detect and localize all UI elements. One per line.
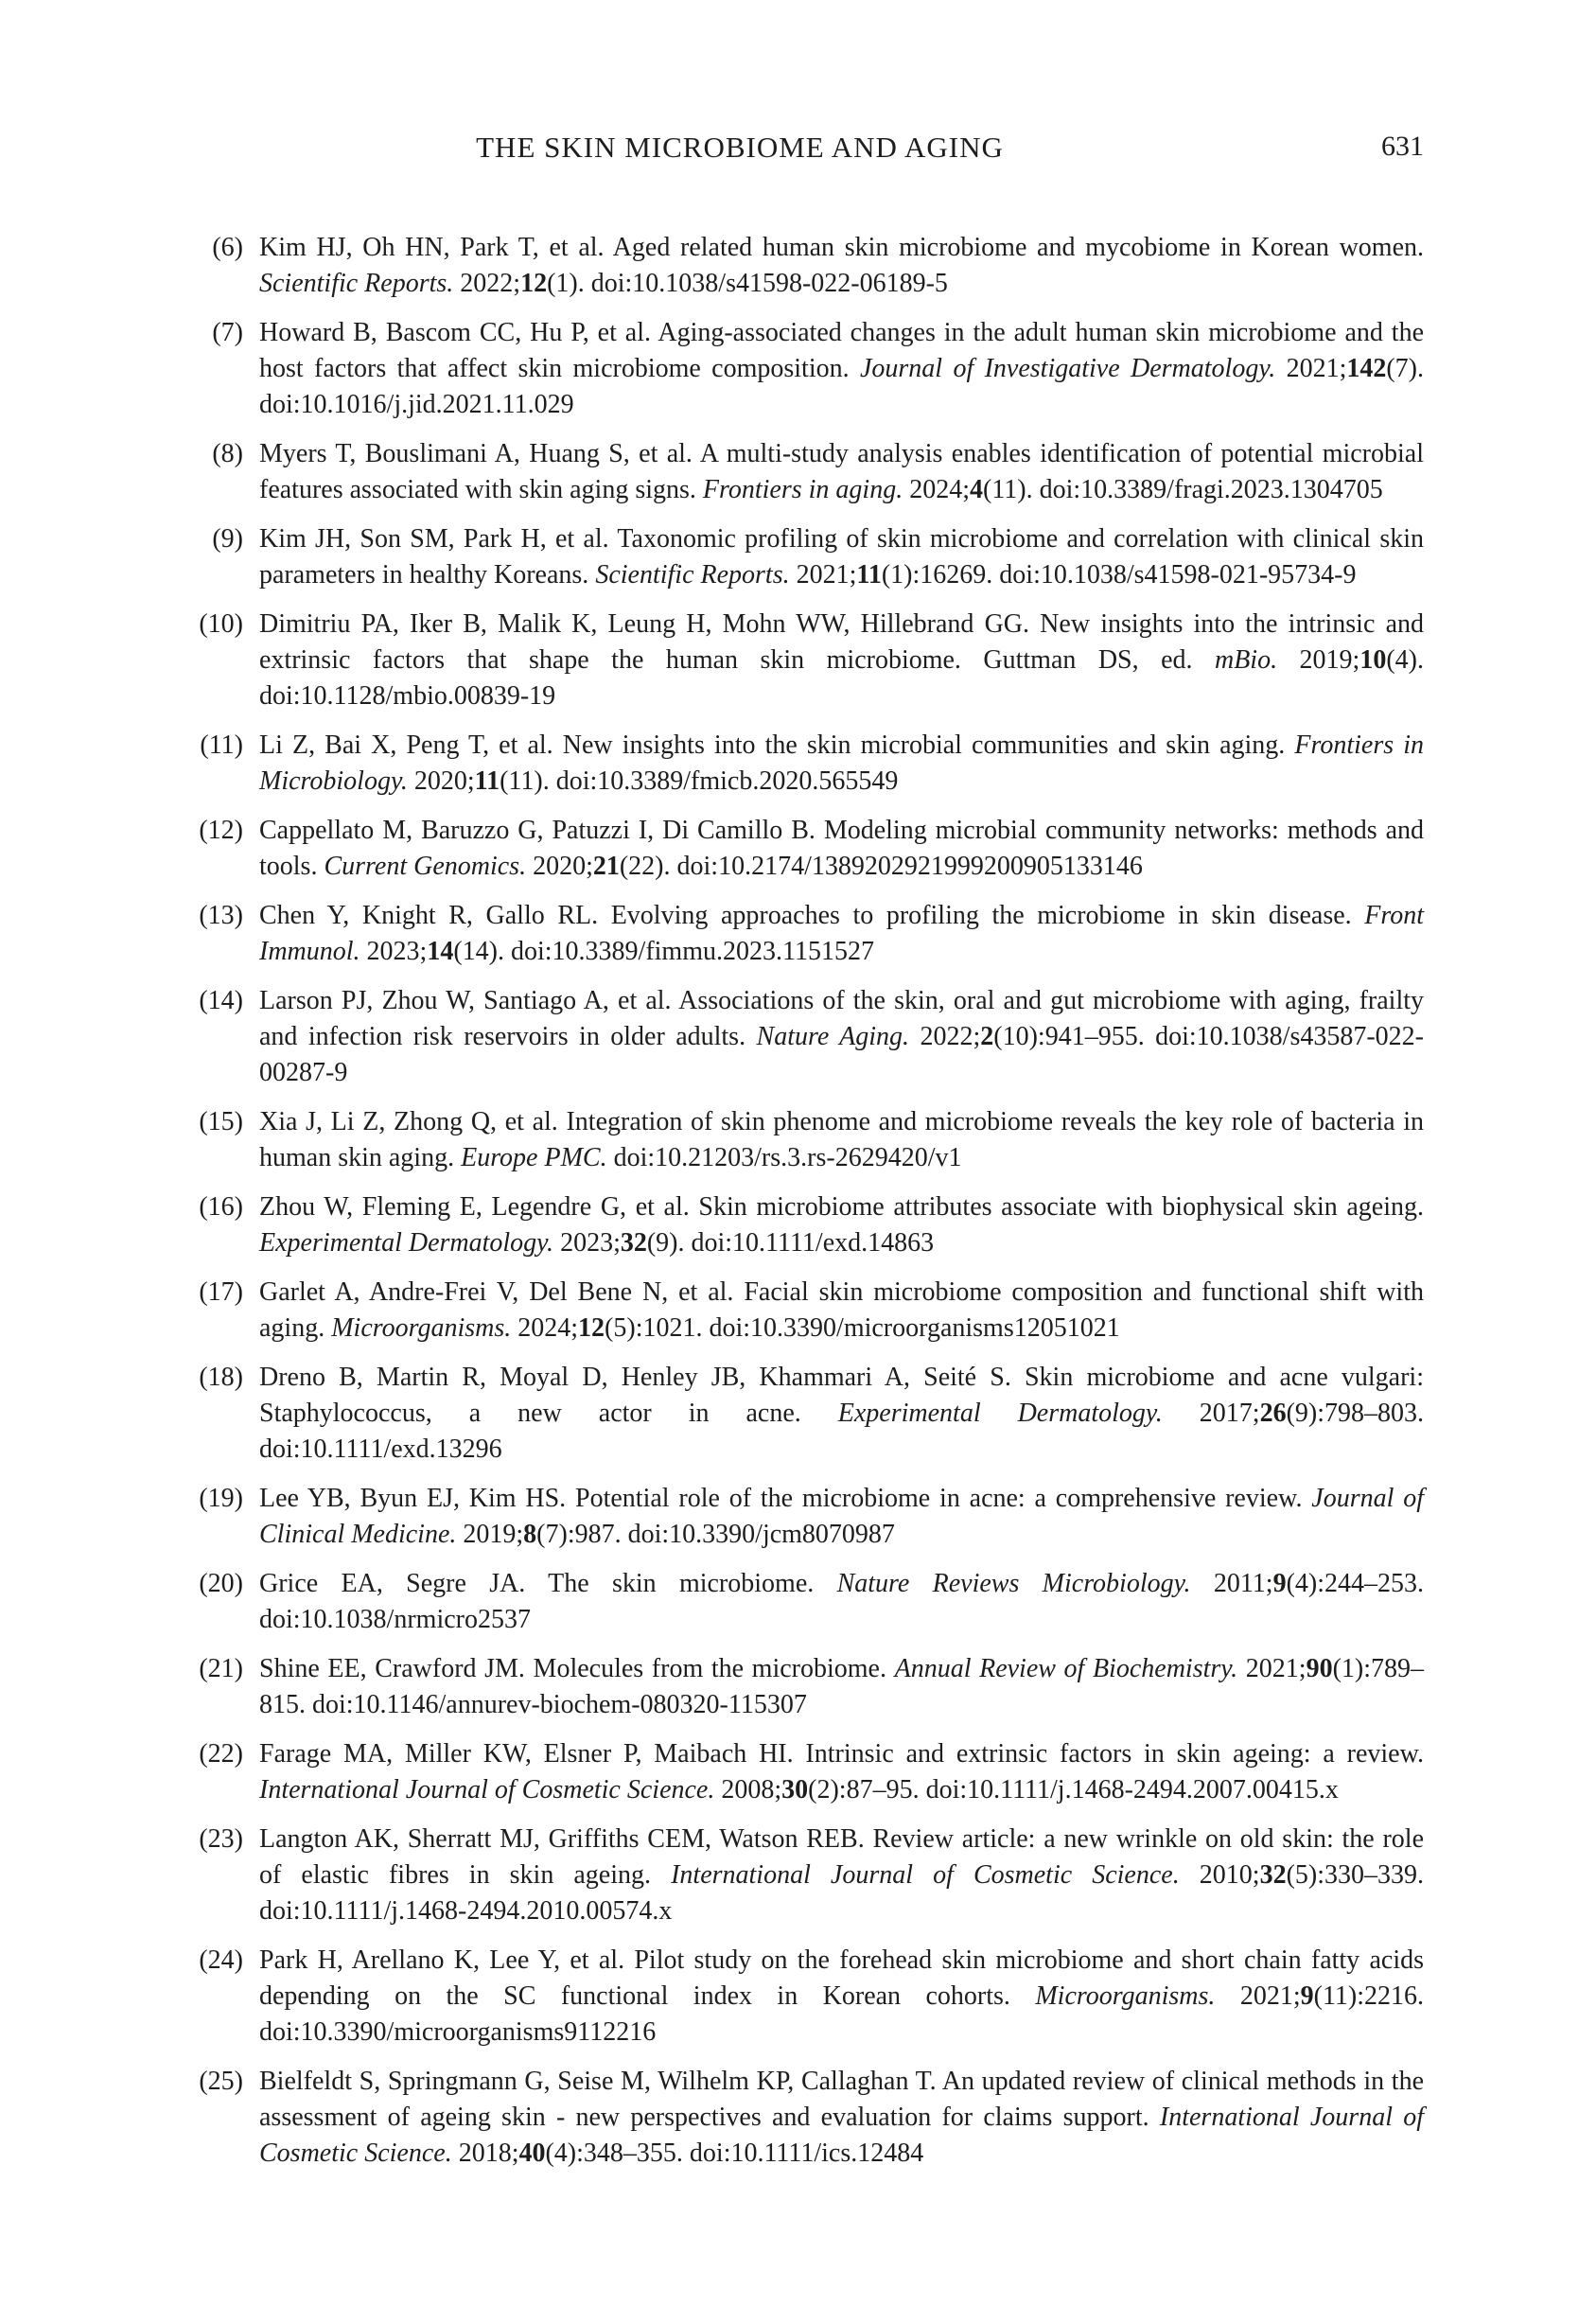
reference-number: (22) bbox=[199, 1739, 243, 1769]
reference-text: Bielfeldt S, Springmann G, Seise M, Wilhelm KP, Callaghan T. An updated review of clinical methods in the assessment of ageing skin - new perspectives and evaluation for claims support. International Journal of Cosmetic Science. 2018;40(4):348–355. doi:10.1111/ics.12484 bbox=[259, 2067, 1424, 2168]
reference-text: Dimitriu PA, Iker B, Malik K, Leung H, Mohn WW, Hillebrand GG. New insights into the intrinsic and extrinsic factors that shape the human skin microbiome. Guttman DS, ed. mBio. 2019;10(4). doi:10.1128/mbio.00839-19 bbox=[259, 609, 1424, 711]
reference-text: Garlet A, Andre-Frei V, Del Bene N, et al. Facial skin microbiome composition and functional shift with aging. Microorganisms. 2024;12(5):1021. doi:10.3390/microorganisms12051021 bbox=[259, 1277, 1424, 1343]
reference-item bbox=[186, 436, 1424, 508]
reference-text: Kim HJ, Oh HN, Park T, et al. Aged related human skin microbiome and mycobiome in Korean women. Scientific Reports. 2022;12(1). doi:10.1038/s41598-022-06189-5 bbox=[259, 233, 1424, 298]
reference-text: Kim JH, Son SM, Park H, et al. Taxonomic profiling of skin microbiome and correlation with clinical skin parameters in healthy Koreans. Scientific Reports. 2021;11(1):16269. doi:10.1038/s41598-021-95734-9 bbox=[259, 524, 1424, 590]
reference-item bbox=[186, 230, 1424, 302]
reference-number: (7) bbox=[212, 318, 243, 347]
reference-text: Farage MA, Miller KW, Elsner P, Maibach HI. Intrinsic and extrinsic factors in skin ageing: a review. International Journal of Cosmetic Science. 2008;30(2):87–95. doi:10.1111/j.1468-2494.2007.00415.x bbox=[259, 1739, 1424, 1804]
reference-text: Langton AK, Sherratt MJ, Griffiths CEM, Watson REB. Review article: a new wrinkle on old skin: the role of elastic fibres in skin ageing. International Journal of Cosmetic Science. 2010;32(5):330–339. doi:10.1111/j.1468-2494.2010.00574.x bbox=[259, 1824, 1425, 1926]
reference-text: Chen Y, Knight R, Gallo RL. Evolving approaches to profiling the microbiome in skin disease. Front Immunol. 2023;14(14). doi:10.3389/fimmu.2023.1151527 bbox=[259, 901, 1424, 966]
reference-number: (23) bbox=[199, 1824, 243, 1854]
reference-item bbox=[186, 315, 1424, 423]
reference-number: (21) bbox=[199, 1654, 243, 1683]
reference-item bbox=[186, 1481, 1424, 1553]
reference-item bbox=[186, 983, 1424, 1091]
reference-text: Lee YB, Byun EJ, Kim HS. Potential role of the microbiome in acne: a comprehensive review. Journal of Clinical Medicine. 2019;8(7):987. doi:10.3390/jcm8070987 bbox=[259, 1484, 1424, 1549]
reference-number: (6) bbox=[212, 233, 243, 262]
reference-text: Cappellato M, Baruzzo G, Patuzzi I, Di Camillo B. Modeling microbial community networks: methods and tools. Current Genomics. 2020;21(22). doi:10.2174/1389202921999200905133146 bbox=[259, 816, 1424, 881]
reference-item bbox=[186, 1566, 1424, 1638]
reference-item bbox=[186, 1275, 1424, 1347]
reference-item bbox=[186, 1943, 1424, 2051]
reference-item bbox=[186, 728, 1424, 800]
reference-number: (19) bbox=[199, 1484, 243, 1513]
reference-number: (8) bbox=[212, 439, 243, 468]
reference-number: (20) bbox=[199, 1569, 243, 1598]
reference-item bbox=[186, 1736, 1424, 1808]
reference-number: (14) bbox=[199, 986, 243, 1015]
reference-item bbox=[186, 1104, 1424, 1176]
reference-item bbox=[186, 2064, 1424, 2172]
reference-text: Grice EA, Segre JA. The skin microbiome. Nature Reviews Microbiology. 2011;9(4):244–253. doi:10.1038/nrmicro2537 bbox=[259, 1569, 1424, 1634]
reference-item bbox=[186, 1651, 1424, 1723]
page-title: THE SKIN MICROBIOME AND AGING bbox=[476, 131, 1004, 164]
page-number: 631 bbox=[1381, 131, 1424, 162]
reference-text: Xia J, Li Z, Zhong Q, et al. Integration of skin phenome and microbiome reveals the key role of bacteria in human skin aging. Europe PMC. doi:10.21203/rs.3.rs-2629420/v1 bbox=[259, 1107, 1424, 1172]
reference-number: (24) bbox=[199, 1945, 243, 1975]
reference-text: Shine EE, Crawford JM. Molecules from the microbiome. Annual Review of Biochemistry. 2021;90(1):789–815. doi:10.1146/annurev-biochem-080320-115307 bbox=[259, 1654, 1424, 1719]
reference-item bbox=[186, 521, 1424, 593]
reference-text: Li Z, Bai X, Peng T, et al. New insights into the skin microbial communities and skin aging. Frontiers in Microbiology. 2020;11(11). doi:10.3389/fmicb.2020.565549 bbox=[259, 731, 1424, 796]
reference-item bbox=[186, 898, 1424, 970]
reference-number: (15) bbox=[199, 1107, 243, 1136]
running-head bbox=[186, 131, 1424, 168]
reference-number: (11) bbox=[200, 731, 243, 760]
reference-list bbox=[186, 230, 1424, 2185]
reference-number: (25) bbox=[199, 2067, 243, 2096]
reference-text: Park H, Arellano K, Lee Y, et al. Pilot study on the forehead skin microbiome and short chain fatty acids depending on the SC functional index in Korean cohorts. Microorganisms. 2021;9(11):2216. doi:10.3390/microorganisms9112216 bbox=[259, 1945, 1425, 2047]
reference-number: (9) bbox=[212, 524, 243, 554]
reference-item bbox=[186, 1822, 1424, 1929]
reference-number: (13) bbox=[199, 901, 243, 930]
reference-text: Myers T, Bouslimani A, Huang S, et al. A multi-study analysis enables identification of potential microbial features associated with skin aging signs. Frontiers in aging. 2024;4(11). doi:10.3389/fragi.2023.1304705 bbox=[259, 439, 1424, 504]
reference-text: Larson PJ, Zhou W, Santiago A, et al. Associations of the skin, oral and gut microbiome with aging, frailty and infection risk reservoirs in older adults. Nature Aging. 2022;2(10):941–955. doi:10.1038/s43587-022-00287-9 bbox=[259, 986, 1424, 1087]
reference-number: (18) bbox=[199, 1363, 243, 1392]
reference-number: (17) bbox=[199, 1277, 243, 1307]
reference-text: Dreno B, Martin R, Moyal D, Henley JB, Khammari A, Seité S. Skin microbiome and acne vulgari: Staphylococcus, a new actor in acne. Experimental Dermatology. 2017;26(9):798–803. doi:10.1111/exd.13296 bbox=[259, 1363, 1424, 1464]
reference-item bbox=[186, 813, 1424, 885]
reference-number: (16) bbox=[199, 1192, 243, 1222]
reference-text: Howard B, Bascom CC, Hu P, et al. Aging-associated changes in the adult human skin microbiome and the host factors that affect skin microbiome composition. Journal of Investigative Dermatology. 2021;142(7). doi:10.1016/j.jid.2021.11.029 bbox=[259, 318, 1424, 419]
reference-item bbox=[186, 607, 1424, 714]
reference-text: Zhou W, Fleming E, Legendre G, et al. Skin microbiome attributes associate with biophysical skin ageing. Experimental Dermatology. 2023;32(9). doi:10.1111/exd.14863 bbox=[259, 1192, 1424, 1258]
reference-item bbox=[186, 1189, 1424, 1261]
reference-number: (10) bbox=[199, 609, 243, 639]
reference-item bbox=[186, 1360, 1424, 1468]
reference-number: (12) bbox=[199, 816, 243, 845]
